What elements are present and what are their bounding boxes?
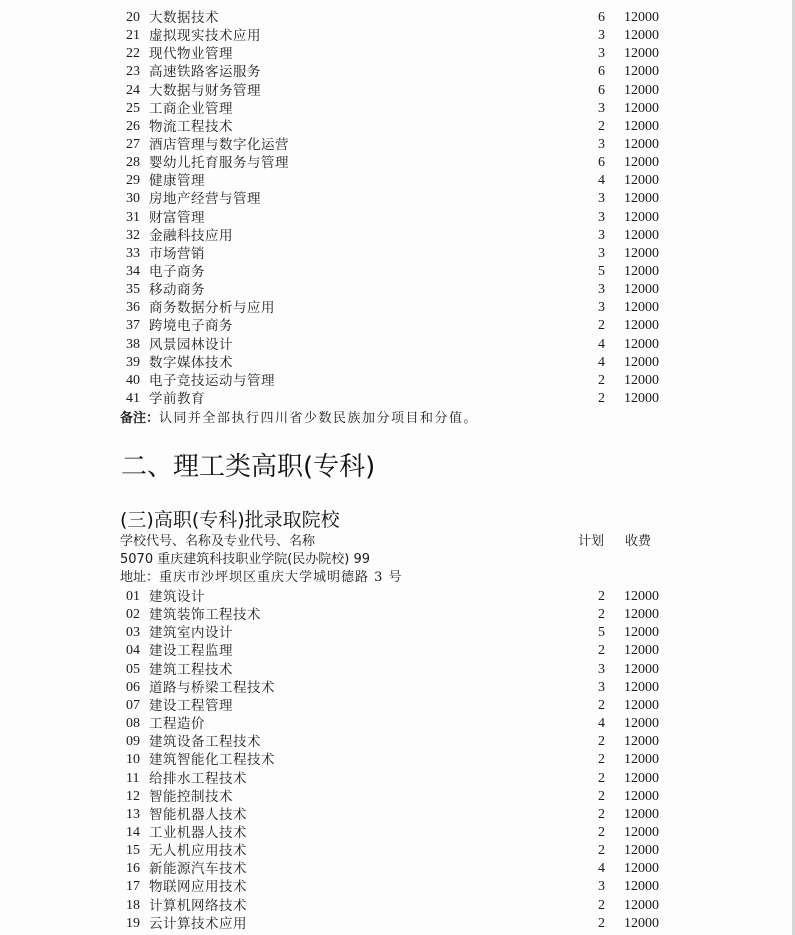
major-code: 41 [126, 390, 140, 406]
major-fee: 12000 [624, 263, 659, 279]
major-name: 建设工程管理 [149, 697, 233, 714]
major-row [0, 63, 700, 81]
major-name: 电子商务 [149, 263, 205, 280]
major-plan: 3 [598, 28, 605, 44]
major-fee: 12000 [624, 227, 659, 243]
major-fee: 12000 [624, 64, 659, 80]
major-row [0, 842, 700, 860]
major-row [0, 390, 700, 408]
major-row [0, 45, 700, 63]
major-row [0, 642, 700, 660]
major-row [0, 136, 700, 154]
section-heading: 二、理工类高职(专科) [121, 452, 376, 482]
major-row [0, 336, 700, 354]
major-name: 高速铁路客运服务 [149, 64, 261, 81]
major-row [0, 788, 700, 806]
major-name: 财富管理 [149, 209, 205, 226]
major-plan: 3 [598, 209, 605, 225]
major-row [0, 661, 700, 679]
major-name: 移动商务 [149, 282, 205, 299]
major-plan: 2 [598, 824, 605, 840]
major-fee: 12000 [624, 752, 659, 768]
major-row [0, 588, 700, 606]
major-code: 33 [126, 245, 140, 261]
major-plan: 2 [598, 734, 605, 750]
major-name: 酒店管理与数字化运营 [149, 136, 289, 153]
major-row [0, 697, 700, 715]
major-plan: 6 [598, 10, 605, 25]
major-fee: 12000 [624, 661, 659, 677]
major-plan: 5 [598, 263, 605, 279]
major-fee: 12000 [624, 643, 659, 659]
major-name: 房地产经营与管理 [149, 191, 261, 208]
major-fee: 12000 [624, 824, 659, 840]
major-name: 风景园林设计 [149, 336, 233, 353]
major-fee: 12000 [624, 28, 659, 44]
major-plan: 2 [598, 806, 605, 822]
major-fee: 12000 [624, 245, 659, 261]
major-code: 37 [126, 318, 140, 334]
major-plan: 3 [598, 661, 605, 677]
major-code: 12 [126, 788, 140, 804]
major-code: 38 [126, 336, 140, 352]
major-code: 25 [126, 100, 140, 116]
major-row [0, 317, 700, 335]
major-plan: 3 [598, 191, 605, 207]
major-name: 计算机网络技术 [149, 897, 247, 914]
major-plan: 2 [598, 770, 605, 786]
major-code: 02 [126, 607, 140, 623]
major-fee: 12000 [624, 734, 659, 750]
major-fee: 12000 [624, 879, 659, 895]
major-row [0, 878, 700, 896]
major-plan: 3 [598, 227, 605, 243]
major-code: 14 [126, 824, 140, 840]
major-name: 给排水工程技术 [149, 770, 247, 787]
major-name: 大数据与财务管理 [149, 82, 261, 99]
major-fee: 12000 [624, 679, 659, 695]
column-school: 学校代号、名称及专业代号、名称 [120, 534, 316, 549]
major-plan: 2 [598, 843, 605, 859]
major-fee: 12000 [624, 589, 659, 604]
major-plan: 2 [598, 697, 605, 713]
major-code: 09 [126, 734, 140, 750]
column-fee: 收费 [625, 534, 652, 549]
major-code: 01 [126, 589, 140, 604]
major-plan: 2 [598, 915, 605, 931]
major-plan: 3 [598, 46, 605, 62]
major-name: 学前教育 [149, 390, 205, 407]
major-plan: 2 [598, 643, 605, 659]
remark-label: 备注： [120, 411, 160, 426]
major-row [0, 209, 700, 227]
major-name: 建筑智能化工程技术 [149, 752, 275, 769]
major-code: 10 [126, 752, 140, 768]
major-fee: 12000 [624, 915, 659, 931]
major-name: 建筑室内设计 [149, 625, 233, 642]
major-name: 道路与桥梁工程技术 [149, 679, 275, 696]
major-name: 虚拟现实技术应用 [149, 28, 261, 45]
major-code: 16 [126, 861, 140, 877]
major-fee: 12000 [624, 625, 659, 641]
address-text: 重庆市沙坪坝区重庆大学城明德路 3 号 [159, 570, 403, 585]
major-fee: 12000 [624, 697, 659, 713]
major-name: 智能机器人技术 [149, 806, 247, 823]
major-plan: 4 [598, 716, 605, 732]
major-fee: 12000 [624, 136, 659, 152]
major-code: 05 [126, 661, 140, 677]
major-code: 22 [126, 46, 140, 62]
major-row [0, 9, 700, 27]
major-name: 电子竞技运动与管理 [149, 372, 275, 389]
remark-text: 认同并全部执行四川省少数民族加分项目和分值。 [159, 411, 479, 426]
major-name: 健康管理 [149, 173, 205, 190]
major-plan: 5 [598, 625, 605, 641]
major-code: 29 [126, 173, 140, 189]
major-plan: 3 [598, 136, 605, 152]
major-code: 28 [126, 155, 140, 171]
major-name: 大数据技术 [149, 10, 219, 26]
major-fee: 12000 [624, 318, 659, 334]
major-code: 24 [126, 82, 140, 98]
major-plan: 4 [598, 173, 605, 189]
major-name: 物流工程技术 [149, 118, 233, 135]
major-name: 建筑装饰工程技术 [149, 607, 261, 624]
major-code: 03 [126, 625, 140, 641]
major-code: 13 [126, 806, 140, 822]
major-plan: 2 [598, 318, 605, 334]
major-row [0, 860, 700, 878]
major-name: 物联网应用技术 [149, 879, 247, 896]
major-fee: 12000 [624, 716, 659, 732]
major-code: 04 [126, 643, 140, 659]
major-plan: 2 [598, 752, 605, 768]
major-fee: 12000 [624, 372, 659, 388]
major-row [0, 190, 700, 208]
major-plan: 4 [598, 861, 605, 877]
major-code: 08 [126, 716, 140, 732]
major-code: 40 [126, 372, 140, 388]
major-fee: 12000 [624, 173, 659, 189]
major-plan: 2 [598, 118, 605, 134]
major-code: 32 [126, 227, 140, 243]
major-plan: 3 [598, 679, 605, 695]
major-plan: 3 [598, 282, 605, 298]
major-code: 18 [126, 897, 140, 913]
major-plan: 6 [598, 82, 605, 98]
major-code: 36 [126, 300, 140, 316]
major-plan: 2 [598, 390, 605, 406]
major-row [0, 715, 700, 733]
major-row [0, 915, 700, 933]
major-fee: 12000 [624, 10, 659, 25]
major-fee: 12000 [624, 770, 659, 786]
major-plan: 6 [598, 155, 605, 171]
major-code: 20 [126, 10, 140, 25]
major-name: 工程造价 [149, 716, 205, 733]
sub-heading: (三)高职(专科)批录取院校 [120, 509, 340, 531]
major-row [0, 372, 700, 390]
major-code: 06 [126, 679, 140, 695]
major-name: 现代物业管理 [149, 46, 233, 63]
major-row [0, 281, 700, 299]
major-code: 15 [126, 843, 140, 859]
major-plan: 2 [598, 788, 605, 804]
major-plan: 3 [598, 245, 605, 261]
major-row [0, 82, 700, 100]
major-fee: 12000 [624, 806, 659, 822]
major-fee: 12000 [624, 282, 659, 298]
major-name: 建设工程监理 [149, 643, 233, 660]
school-line: 5070 重庆建筑科技职业学院(民办院校) 99 [120, 552, 371, 567]
major-name: 工商企业管理 [149, 100, 233, 117]
major-fee: 12000 [624, 897, 659, 913]
major-name: 新能源汽车技术 [149, 861, 247, 878]
address-label: 地址： [120, 570, 160, 585]
major-name: 跨境电子商务 [149, 318, 233, 335]
major-code: 27 [126, 136, 140, 152]
major-name: 商务数据分析与应用 [149, 300, 275, 317]
major-fee: 12000 [624, 390, 659, 406]
major-code: 35 [126, 282, 140, 298]
major-row [0, 806, 700, 824]
major-row [0, 770, 700, 788]
major-fee: 12000 [624, 118, 659, 134]
major-fee: 12000 [624, 354, 659, 370]
major-fee: 12000 [624, 46, 659, 62]
major-row [0, 624, 700, 642]
major-row [0, 263, 700, 281]
major-plan: 3 [598, 100, 605, 116]
major-code: 21 [126, 28, 140, 44]
major-code: 39 [126, 354, 140, 370]
major-row [0, 154, 700, 172]
column-plan: 计划 [578, 534, 605, 549]
major-row [0, 172, 700, 190]
major-row [0, 751, 700, 769]
major-fee: 12000 [624, 861, 659, 877]
major-code: 34 [126, 263, 140, 279]
column-header [120, 533, 680, 551]
major-name: 数字媒体技术 [149, 354, 233, 371]
major-row [0, 118, 700, 136]
major-plan: 6 [598, 64, 605, 80]
major-fee: 12000 [624, 336, 659, 352]
school-address [120, 569, 403, 587]
major-code: 30 [126, 191, 140, 207]
major-plan: 3 [598, 300, 605, 316]
major-name: 金融科技应用 [149, 227, 233, 244]
major-fee: 12000 [624, 843, 659, 859]
major-name: 建筑设计 [149, 589, 205, 605]
major-row [0, 100, 700, 118]
major-plan: 3 [598, 879, 605, 895]
major-name: 云计算技术应用 [149, 915, 247, 932]
major-fee: 12000 [624, 209, 659, 225]
major-fee: 12000 [624, 100, 659, 116]
major-plan: 4 [598, 336, 605, 352]
major-code: 31 [126, 209, 140, 225]
major-fee: 12000 [624, 82, 659, 98]
major-row [0, 897, 700, 915]
major-code: 23 [126, 64, 140, 80]
major-fee: 12000 [624, 191, 659, 207]
major-code: 19 [126, 915, 140, 931]
major-fee: 12000 [624, 155, 659, 171]
major-name: 建筑设备工程技术 [149, 734, 261, 751]
major-row [0, 354, 700, 372]
major-row [0, 733, 700, 751]
major-code: 17 [126, 879, 140, 895]
major-code: 26 [126, 118, 140, 134]
major-code: 07 [126, 697, 140, 713]
major-row [0, 27, 700, 45]
major-plan: 2 [598, 607, 605, 623]
major-plan: 2 [598, 589, 605, 604]
major-plan: 2 [598, 897, 605, 913]
major-plan: 4 [598, 354, 605, 370]
major-name: 婴幼儿托育服务与管理 [149, 155, 289, 172]
major-row [0, 824, 700, 842]
major-name: 无人机应用技术 [149, 843, 247, 860]
major-fee: 12000 [624, 300, 659, 316]
major-row [0, 227, 700, 245]
remark [120, 410, 478, 428]
major-name: 建筑工程技术 [149, 661, 233, 678]
major-row [0, 245, 700, 263]
major-name: 智能控制技术 [149, 788, 233, 805]
major-fee: 12000 [624, 607, 659, 623]
major-name: 工业机器人技术 [149, 824, 247, 841]
major-row [0, 679, 700, 697]
major-name: 市场营销 [149, 245, 205, 262]
major-row [0, 299, 700, 317]
major-fee: 12000 [624, 788, 659, 804]
major-code: 11 [126, 770, 140, 786]
major-row [0, 606, 700, 624]
major-plan: 2 [598, 372, 605, 388]
